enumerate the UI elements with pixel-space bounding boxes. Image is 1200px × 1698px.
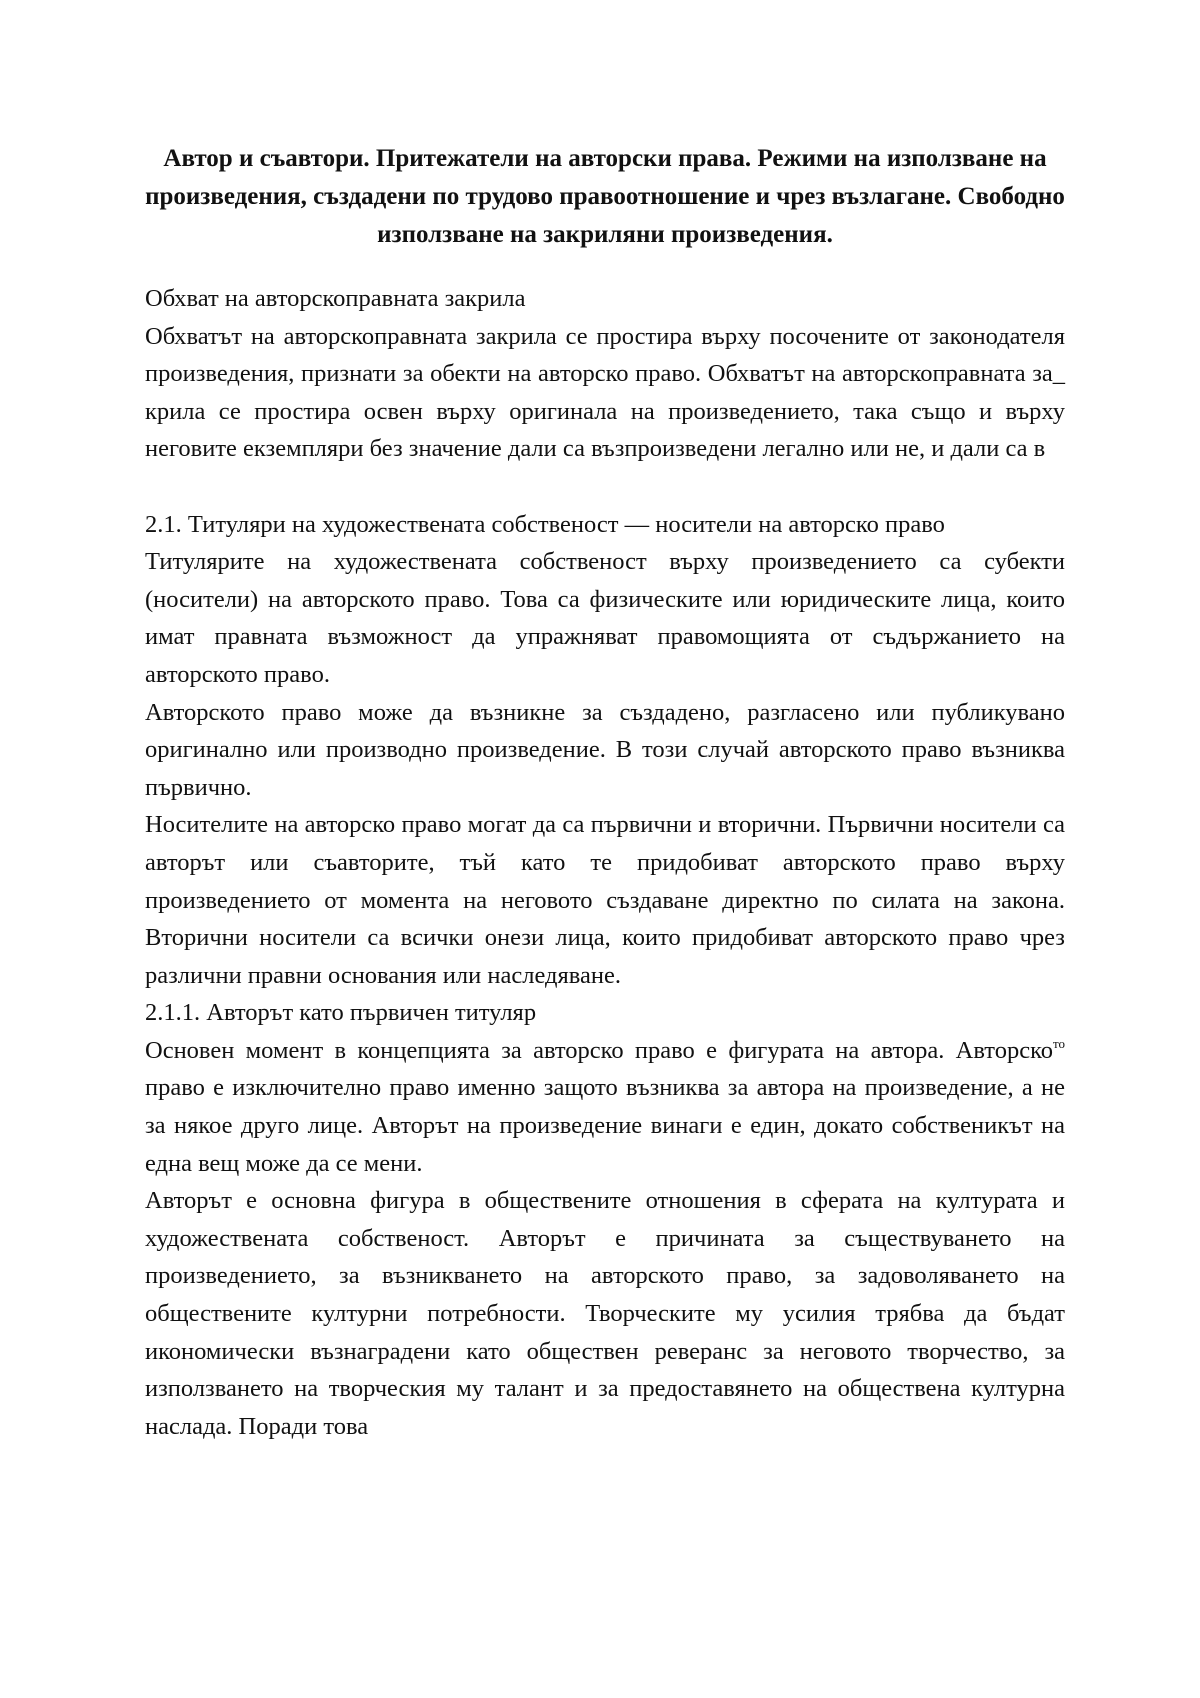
section-2-1-paragraph-1: Титулярите на художествената собственост върху произведението са субекти (носители) на авторското право. Това са физическите или юридическите лица, които имат правната възможност да упражняват правомощията от съдържанието на авторското право.	[145, 548, 1065, 688]
section-2-1-1-heading: 2.1.1. Авторът като първичен титуляр	[145, 999, 537, 1027]
section-2-1-paragraph-2: Авторското право може да възникне за създадено, разгласено или публикувано оригинално или производно произведение. В този случай авторското право възниква първично.	[145, 698, 1065, 801]
section-2-1-paragraph-3: Носителите на авторско право могат да са първични и вторични. Първични носители са авторът или съавторите, тъй като те придобиват авторското право върху произведението от момента на неговото създаване директно по силата на закона. Вторични носители са всички онези лица, които придобиват авторското право чрез различни правни основания или наследяване.	[145, 811, 1065, 989]
paragraph-text-start: Основен момент в концепцията за авторско право е фигурата на автора. Авторско	[145, 1036, 1053, 1064]
scope-heading: Обхват на авторскоправната закрила	[145, 285, 526, 312]
section-2-1-1-paragraph-1	[145, 1032, 1065, 1182]
section-2-1-1-paragraph-2: Авторът е основна фигура в обществените отношения в сферата на културата и художествената собственост. Авторът е причината за съществуването на произведението, за възникването на авторското право, за задоволяването на обществените културни потребности. Творческите му усилия трябва да бъдат икономически възнаградени като обществен реверанс за неговото творчество, за използването на творческия му талант и за предоставянето на обществена културна наслада. Поради това	[145, 1187, 1065, 1440]
document-body	[145, 280, 1065, 1445]
document-title: Автор и съавтори. Притежатели на авторски права. Режими на използване на произведения, създадени по трудово правоотношение и чрез възлагане. Свободно използване на закриляни произведения.	[145, 145, 1065, 248]
superscript-fragment: то	[1052, 1035, 1065, 1051]
paragraph-text-end: право е изключително право именно защото възниква за автора на произведение, а не за някое друго лице. Авторът на произведение винаги е един, докато собственикът на една вещ може да се мени.	[145, 1074, 1065, 1177]
section-2-1-heading: 2.1. Титуляри на художествената собственост — носители на авторско право	[145, 510, 945, 538]
blank-line	[145, 468, 1065, 506]
document-page	[145, 140, 1065, 1445]
scope-paragraph: Обхватът на авторскоправната закрила се простира върху посочените от законодателя произведения, признати за обекти на авторско право. Обхватът на авторскоправната за_ крила се простира освен върху оригинала на произведението, така също и върху неговите екземпляри без значение дали са възпроизведени легално или не, и дали са в	[145, 322, 1065, 463]
